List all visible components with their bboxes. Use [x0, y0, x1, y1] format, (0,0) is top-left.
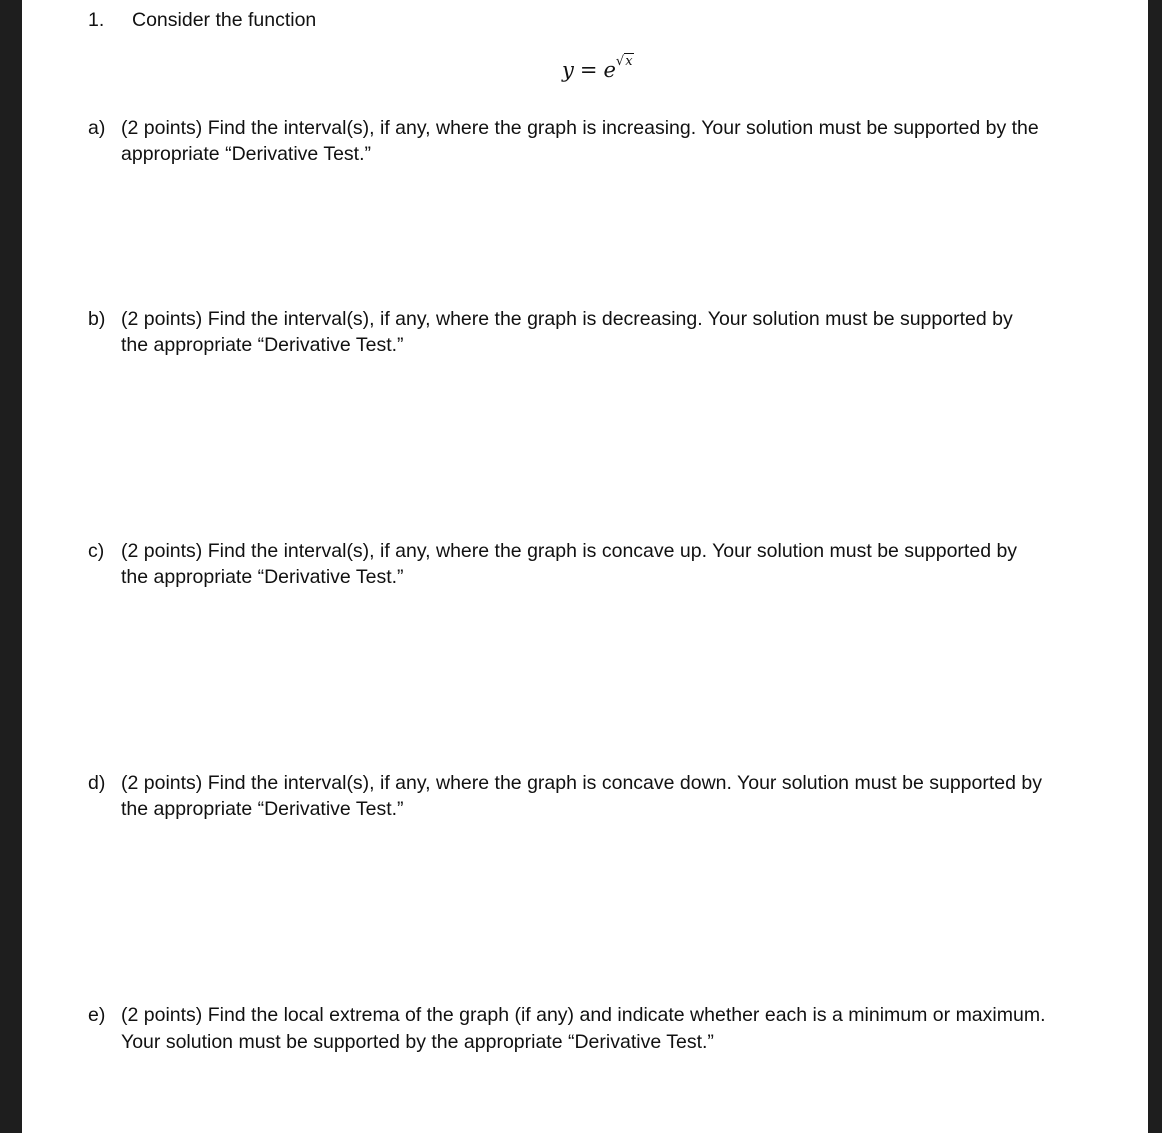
problem-intro: Consider the function — [132, 9, 317, 31]
part-text-line2: Your solution must be supported by the appropriate “Derivative Test.” — [121, 1031, 714, 1053]
part-label: a) — [88, 117, 106, 139]
equation-lhs: y — [562, 58, 574, 82]
part-text-line1: (2 points) Find the interval(s), if any, where the graph is concave up. Your solution must be supported by — [121, 540, 1018, 562]
part-label: b) — [88, 308, 106, 330]
problem-number: 1. — [88, 9, 105, 31]
function-equation — [562, 54, 634, 82]
part-text-line2: appropriate “Derivative Test.” — [121, 143, 371, 165]
part-label: e) — [88, 1004, 106, 1026]
equation-exponent — [616, 54, 634, 69]
radical-sign: √ — [615, 54, 625, 69]
radicand: x — [625, 54, 633, 69]
part-text-line1: (2 points) Find the interval(s), if any, where the graph is increasing. Your solution must be supported by the — [121, 117, 1039, 139]
part-text-line1: (2 points) Find the local extrema of the graph (if any) and indicate whether each is a minimum or maximum. — [121, 1004, 1046, 1026]
part-text-line2: the appropriate “Derivative Test.” — [121, 334, 404, 356]
equation-equals: = — [579, 58, 598, 82]
part-label: c) — [88, 540, 105, 562]
equation-base: e — [603, 58, 616, 82]
part-text-line1: (2 points) Find the interval(s), if any, where the graph is decreasing. Your solution must be supported by — [121, 308, 1013, 330]
part-text-line2: the appropriate “Derivative Test.” — [121, 566, 404, 588]
part-text-line2: the appropriate “Derivative Test.” — [121, 798, 404, 820]
part-label: d) — [88, 772, 106, 794]
part-text-line1: (2 points) Find the interval(s), if any, where the graph is concave down. Your solution must be supported by — [121, 772, 1042, 794]
